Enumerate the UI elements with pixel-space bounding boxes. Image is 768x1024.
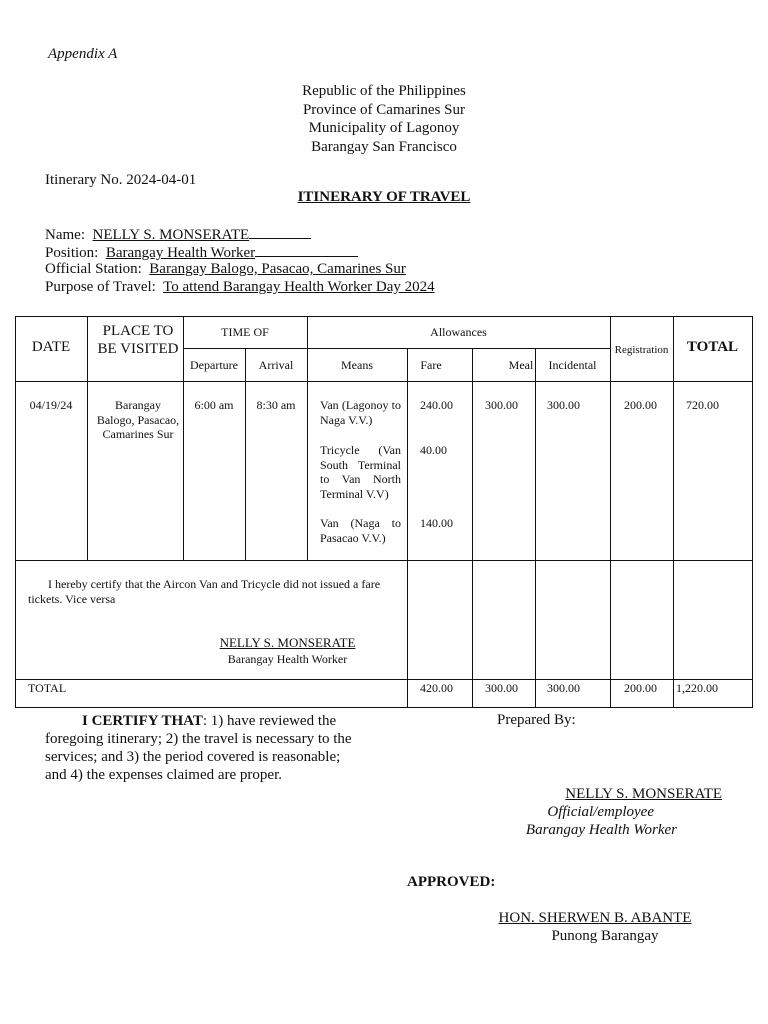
- name-underline: [249, 225, 311, 239]
- row-fare-3: 140.00: [420, 516, 453, 530]
- approved-label: APPROVED:: [407, 874, 496, 890]
- header-meal: Meal: [508, 358, 534, 372]
- table-subheader-line: [183, 348, 610, 349]
- fare-certification-text: I hereby certify that the Aircon Van and Tricycle did not issued a fare tickets. Vice versa: [28, 577, 381, 606]
- page-title: ITINERARY OF TRAVEL: [297, 189, 471, 205]
- header-line-republic: Republic of the Philippines: [302, 83, 466, 99]
- row-fare-2: 40.00: [420, 443, 447, 457]
- row-place: Barangay Balogo, Pasacao, Camarines Sur: [96, 398, 180, 441]
- row-arrival: 8:30 am: [256, 398, 296, 412]
- row-registration: 200.00: [624, 398, 657, 412]
- itinerary-number: Itinerary No. 2024-04-01: [45, 172, 197, 188]
- header-means: Means: [341, 358, 373, 372]
- col-line-fare: [472, 348, 473, 708]
- review-certification: [45, 712, 365, 784]
- col-line-date: [87, 316, 88, 560]
- station-row: [45, 261, 406, 278]
- header-date: DATE: [31, 339, 71, 355]
- purpose-row: [45, 279, 435, 296]
- col-line-incidental: [610, 316, 611, 708]
- table-row-divider: [15, 560, 753, 561]
- purpose-value: To attend Barangay Health Worker Day 2024: [163, 279, 435, 295]
- position-underline: [255, 243, 358, 257]
- row-incidental: 300.00: [547, 398, 580, 412]
- col-line-arrival: [307, 316, 308, 560]
- certification-signer: NELLY S. MONSERATE: [219, 635, 356, 650]
- approver-name: HON. SHERWEN B. ABANTE: [498, 910, 692, 926]
- row-total: 720.00: [686, 398, 719, 412]
- row-means-1: Van (Lagonoy to Naga V.V.): [320, 398, 401, 427]
- preparer-role: Official/employee: [547, 804, 654, 820]
- header-line-barangay: Barangay San Francisco: [311, 138, 457, 155]
- preparer-signature-block: [430, 785, 722, 839]
- certification-signer-position: Barangay Health Worker: [227, 652, 348, 666]
- position-row: [45, 243, 358, 262]
- approver-signature-block: [470, 909, 720, 945]
- totals-registration: 200.00: [624, 681, 657, 695]
- header-incidental: Incidental: [548, 358, 597, 372]
- header-allowances: Allowances: [430, 325, 487, 339]
- row-date: 04/19/24: [29, 398, 73, 412]
- table-border-right: [752, 316, 753, 708]
- approver-position: Punong Barangay: [551, 928, 659, 944]
- row-means-2: Tricycle (Van South Terminal to Van North Terminal V.V): [320, 443, 401, 501]
- col-line-meal: [535, 348, 536, 708]
- header-line-municipality: Municipality of Lagonoy: [308, 120, 460, 136]
- header-departure: Departure: [190, 358, 238, 372]
- table-border-top: [15, 316, 753, 317]
- col-line-departure: [245, 348, 246, 560]
- header-total: TOTAL: [686, 339, 739, 355]
- itinerary-table: [15, 316, 753, 708]
- col-line-registration: [673, 316, 674, 708]
- header-time-of: TIME OF: [221, 325, 269, 339]
- preparer-name: NELLY S. MONSERATE: [565, 786, 722, 802]
- prepared-by-label: Prepared By:: [497, 712, 576, 728]
- totals-incidental: 300.00: [547, 681, 580, 695]
- header-registration: Registration: [614, 344, 669, 356]
- totals-total: 1,220.00: [676, 681, 718, 695]
- header-arrival: Arrival: [258, 358, 294, 372]
- certify-text: : 1) have reviewed the foregoing itinerary; 2) the travel is necessary to the services; and 3) the period covered is reasonable; and 4) the expenses claimed are proper.: [45, 713, 352, 783]
- totals-fare: 420.00: [420, 681, 453, 695]
- table-border-left: [15, 316, 16, 708]
- document-header: [0, 82, 768, 156]
- name-value: NELLY S. MONSERATE: [92, 227, 250, 243]
- preparer-position: Barangay Health Worker: [525, 822, 677, 838]
- purpose-label: Purpose of Travel:: [45, 279, 156, 295]
- name-row: [45, 225, 311, 244]
- col-line-place: [183, 316, 184, 560]
- row-meal: 300.00: [485, 398, 518, 412]
- row-fare-1: 240.00: [420, 398, 453, 412]
- name-label: Name:: [45, 227, 85, 243]
- station-label: Official Station:: [45, 261, 142, 277]
- appendix-label: Appendix A: [48, 46, 118, 62]
- header-place: PLACE TO BE VISITED: [97, 323, 179, 357]
- row-means-3: Van (Naga to Pasacao V.V.): [320, 516, 401, 545]
- totals-label: TOTAL: [28, 681, 67, 695]
- certify-lead: I CERTIFY THAT: [82, 713, 203, 729]
- position-label: Position:: [45, 245, 99, 261]
- position-value: Barangay Health Worker: [105, 245, 256, 261]
- header-line-province: Province of Camarines Sur: [302, 101, 466, 118]
- table-border-bottom: [15, 707, 753, 708]
- header-fare: Fare: [420, 358, 442, 372]
- table-header-bottom: [15, 381, 753, 382]
- row-departure: 6:00 am: [194, 398, 234, 412]
- totals-meal: 300.00: [485, 681, 518, 695]
- table-total-divider: [15, 679, 753, 680]
- station-value: Barangay Balogo, Pasacao, Camarines Sur: [149, 261, 406, 277]
